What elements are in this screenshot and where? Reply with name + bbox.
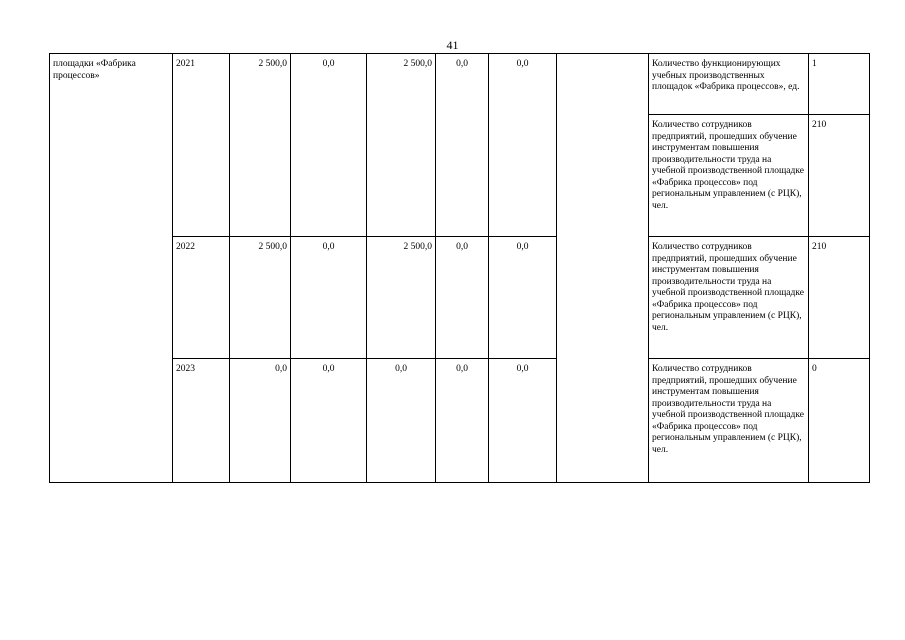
funding-cell: 2 500,0	[367, 237, 436, 359]
indicator-name-cell: Количество сотрудников предприятий, прошедших обучение инструментам повышения производительности труда на учебной производственной площадке «Фабрика процессов» под региональным управлением (с РЦК), чел.	[649, 237, 809, 359]
year-cell: 2023	[173, 359, 230, 483]
total-cell: 2 500,0	[230, 54, 291, 237]
indicator-value-cell: 210	[809, 237, 870, 359]
funding-cell: 0,0	[291, 54, 367, 237]
indicator-name-cell: Количество сотрудников предприятий, прошедших обучение инструментам повышения производительности труда на учебной производственной площадке «Фабрика процессов» под региональным управлением (с РЦК), чел.	[649, 359, 809, 483]
funding-cell: 2 500,0	[367, 54, 436, 237]
total-cell: 2 500,0	[230, 237, 291, 359]
program-table	[49, 53, 870, 483]
funding-cell: 0,0	[489, 359, 557, 483]
year-cell: 2022	[173, 237, 230, 359]
indicator-value-cell: 210	[809, 115, 870, 237]
total-cell: 0,0	[230, 359, 291, 483]
funding-cell: 0,0	[436, 54, 489, 237]
table-row	[50, 237, 870, 359]
funding-cell: 0,0	[489, 54, 557, 237]
program-name-cell: площадки «Фабрика процессов»	[50, 54, 173, 483]
funding-cell: 0,0	[436, 359, 489, 483]
funding-cell: 0,0	[489, 237, 557, 359]
table-row	[50, 359, 870, 483]
empty-cell	[557, 54, 649, 483]
indicator-value-cell: 0	[809, 359, 870, 483]
indicator-name-cell: Количество сотрудников предприятий, прошедших обучение инструментам повышения производительности труда на учебной производственной площадке «Фабрика процессов» под региональным управлением (с РЦК), чел.	[649, 115, 809, 237]
indicator-value-cell: 1	[809, 54, 870, 115]
indicator-name-cell: Количество функционирующих учебных производственных площадок «Фабрика процессов», ед.	[649, 54, 809, 115]
funding-cell: 0,0	[291, 359, 367, 483]
year-cell: 2021	[173, 54, 230, 237]
funding-cell: 0,0	[367, 359, 436, 483]
funding-cell: 0,0	[291, 237, 367, 359]
funding-cell: 0,0	[436, 237, 489, 359]
page-number: 41	[446, 38, 459, 52]
table-row	[50, 54, 870, 115]
